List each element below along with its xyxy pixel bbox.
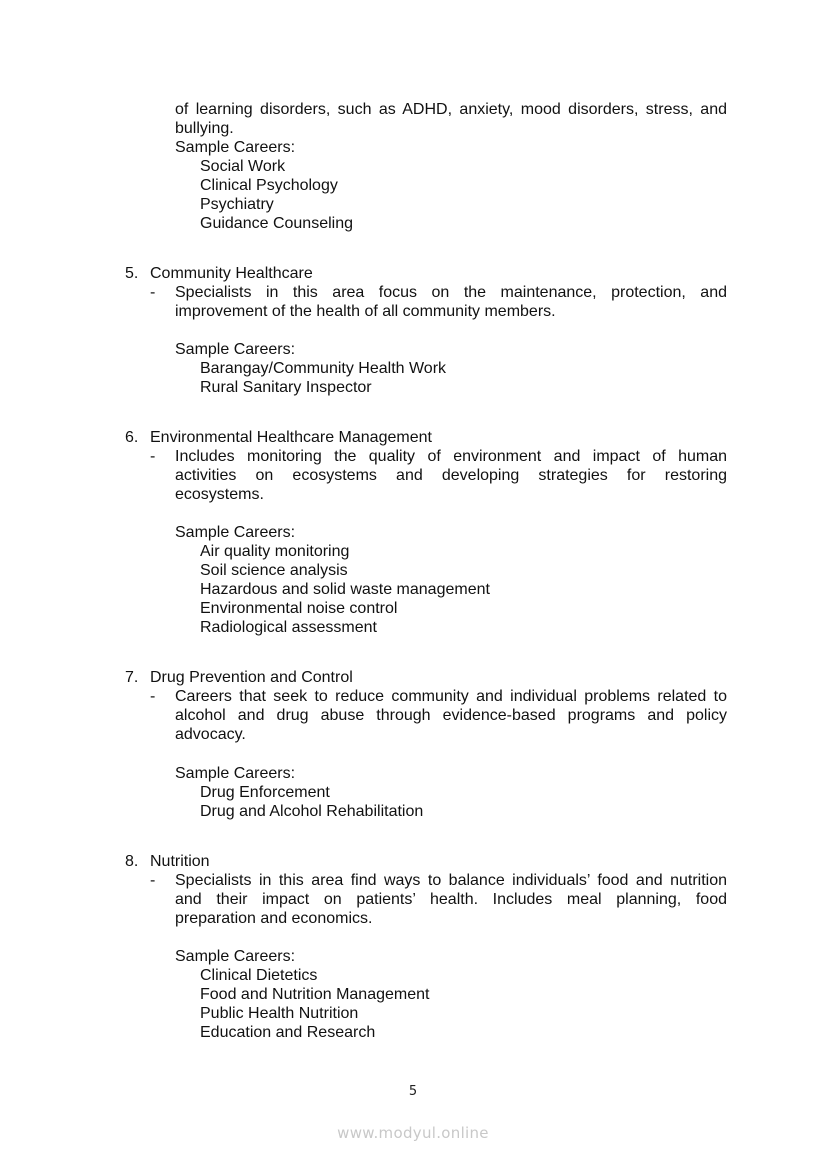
section-title: Community Healthcare [150, 265, 313, 282]
career-item: Education and Research [200, 1024, 376, 1041]
section-title: Drug Prevention and Control [150, 669, 353, 686]
career-item: Food and Nutrition Management [200, 986, 430, 1003]
description-line: Specialists in this area focus on the maintenance, protection, and [175, 284, 727, 301]
description-line: advocacy. [175, 726, 246, 743]
sample-careers-label: Sample Careers: [175, 139, 296, 156]
career-item: Clinical Dietetics [200, 967, 318, 984]
section-number: 8. [125, 853, 139, 870]
watermark: www.modyul.online [337, 1124, 489, 1142]
career-item: Social Work [200, 158, 286, 175]
continuation-line-2: bullying. [175, 120, 234, 137]
bullet-dash: - [150, 448, 156, 465]
career-item: Drug and Alcohol Rehabilitation [200, 803, 424, 820]
sample-careers-label: Sample Careers: [175, 341, 296, 358]
career-item: Psychiatry [200, 196, 274, 213]
description-line: and their impact on patients’ health. Includes meal planning, food [175, 891, 727, 908]
page-number: 5 [408, 1084, 418, 1099]
section-title: Environmental Healthcare Management [150, 429, 432, 446]
continuation-line-1: of learning disorders, such as ADHD, anxiety, mood disorders, stress, and [175, 101, 727, 118]
career-item: Guidance Counseling [200, 215, 353, 232]
sample-careers-label: Sample Careers: [175, 765, 296, 782]
career-item: Barangay/Community Health Work [200, 360, 447, 377]
section-title: Nutrition [150, 853, 210, 870]
section-number: 7. [125, 669, 139, 686]
description-line: improvement of the health of all community members. [175, 303, 556, 320]
bullet-dash: - [150, 688, 156, 705]
description-line: preparation and economics. [175, 910, 373, 927]
section-number: 6. [125, 429, 139, 446]
description-line: Careers that seek to reduce community and individual problems related to [175, 688, 727, 705]
description-line: Includes monitoring the quality of environment and impact of human [175, 448, 727, 465]
career-item: Public Health Nutrition [200, 1005, 359, 1022]
bullet-dash: - [150, 872, 156, 889]
description-line: activities on ecosystems and developing strategies for restoring [175, 467, 727, 484]
section-number: 5. [125, 265, 139, 282]
sample-careers-label: Sample Careers: [175, 948, 296, 965]
bullet-dash: - [150, 284, 156, 301]
description-line: alcohol and drug abuse through evidence-based programs and policy [175, 707, 727, 724]
career-item: Clinical Psychology [200, 177, 338, 194]
career-item: Radiological assessment [200, 619, 377, 636]
description-line: Specialists in this area find ways to balance individuals’ food and nutrition [175, 872, 727, 889]
career-item: Soil science analysis [200, 562, 348, 579]
career-item: Hazardous and solid waste management [200, 581, 490, 598]
career-item: Air quality monitoring [200, 543, 350, 560]
description-line: ecosystems. [175, 486, 264, 503]
career-item: Drug Enforcement [200, 784, 330, 801]
career-item: Environmental noise control [200, 600, 398, 617]
sample-careers-label: Sample Careers: [175, 524, 296, 541]
career-item: Rural Sanitary Inspector [200, 379, 372, 396]
